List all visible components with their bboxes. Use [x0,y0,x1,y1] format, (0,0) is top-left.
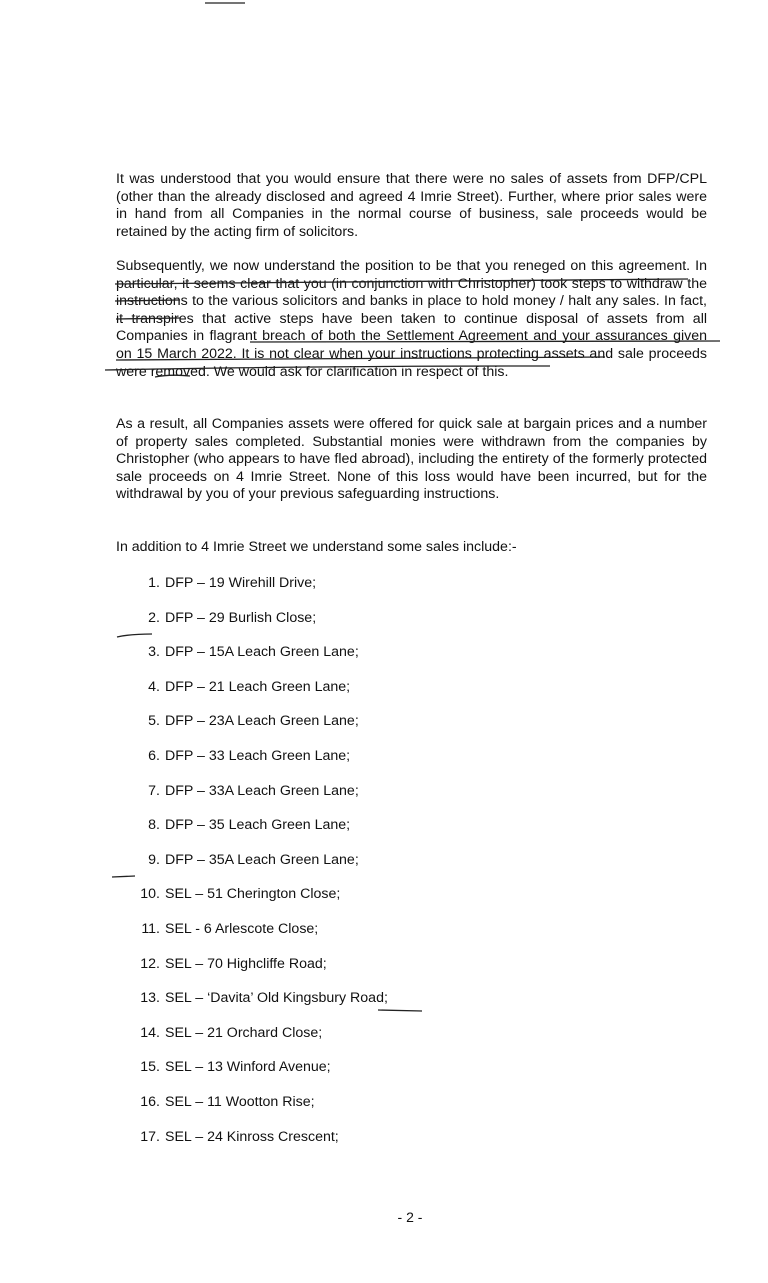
sale-item [0,1094,768,1129]
sale-item-number: 15. [140,1059,160,1076]
sale-item [0,852,768,887]
sale-item-number: 3. [148,644,160,661]
sale-item [0,990,768,1025]
page-number: - 2 - [397,1209,423,1225]
sale-item-text: SEL – 70 Highcliffe Road; [165,955,327,972]
sale-item-text: SEL – 11 Wootton Rise; [165,1093,315,1110]
sale-item [0,748,768,783]
sale-item-text: DFP – 15A Leach Green Lane; [165,644,359,661]
sale-item-text: SEL – 51 Cherington Close; [165,886,341,903]
sale-item-text: DFP – 35 Leach Green Lane; [165,817,351,834]
sale-item-text: SEL – 24 Kinross Crescent; [165,1128,339,1145]
sale-item-number: 8. [148,817,160,834]
paragraph-result: As a result, all Companies assets were offered for quick sale at bargain prices and a number of property sales completed. Substantial monies were withdrawn from the companies by Christopher (who appears to have fled abroad), including the entirety of the formerly protected sale proceeds on 4 Imrie Street. None of this loss would have been incurred, but for the withdrawal by you of your previous safeguarding instructions. [116,416,707,503]
sale-item-text: DFP – 33A Leach Green Lane; [165,782,359,799]
sale-item-number: 6. [148,747,160,764]
sale-item-number: 10. [140,886,160,903]
paragraph-understanding: It was understood that you would ensure that there were no sales of assets from DFP/CPL (other than the already disclosed and agreed 4 Imrie Street). Further, where prior sales were in hand from all Companies in the normal course of business, sale proceeds would be retained by the acting firm of solicitors. [116,171,707,240]
sale-item [0,886,768,921]
sale-item [0,610,768,645]
sale-item-text: DFP – 23A Leach Green Lane; [165,713,359,730]
sale-item-number: 16. [140,1093,160,1110]
sale-item [0,956,768,991]
sale-item [0,783,768,818]
sale-item-number: 14. [140,1024,160,1041]
paragraph-reneged: Subsequently, we now understand the position to be that you reneged on this agreement. In particular, it seems clear that you (in conjunction with Christopher) took steps to withdraw the instructions to the various solicitors and banks in place to hold money / halt any sales. In fact, it transpires that active steps have been taken to continue disposal of assets from all Companies in flagrant breach of both the Settlement Agreement and your assurances given on 15 March 2022. It is not clear when your instructions protecting assets and sale proceeds were removed. We would ask for clarification in respect of this. [116,258,707,380]
sale-item-number: 4. [148,678,160,695]
sale-item-text: DFP – 35A Leach Green Lane; [165,851,359,868]
sale-item-text: DFP – 21 Leach Green Lane; [165,678,351,695]
sale-item-number: 11. [141,920,160,937]
sale-item-number: 7. [148,782,160,799]
sale-item [0,817,768,852]
sale-item-text: DFP – 19 Wirehill Drive; [165,575,317,591]
sales-list [0,575,768,1163]
paragraph-sales-intro: In addition to 4 Imrie Street we understand some sales include:- [116,539,517,555]
sale-item [0,921,768,956]
sale-item [0,713,768,748]
sale-item-number: 1. [148,575,160,591]
sale-item [0,575,768,610]
sale-item-text: SEL - 6 Arlescote Close; [165,920,319,937]
sale-item-number: 2. [148,609,160,626]
sale-item-number: 9. [148,851,160,868]
sale-item-number: 13. [140,990,160,1007]
sale-item-text: SEL – ‘Davita’ Old Kingsbury Road; [165,990,388,1007]
sale-item-number: 5. [148,713,160,730]
sale-item [0,1129,768,1164]
sale-item [0,1025,768,1060]
sale-item-text: SEL – 13 Winford Avenue; [165,1059,331,1076]
sale-item-number: 17. [140,1128,160,1145]
sale-item [0,644,768,679]
sale-item [0,1059,768,1094]
sale-item-text: DFP – 29 Burlish Close; [165,609,317,626]
sale-item-text: SEL – 21 Orchard Close; [165,1024,323,1041]
sale-item [0,679,768,714]
sale-item-text: DFP – 33 Leach Green Lane; [165,747,351,764]
sale-item-number: 12. [140,955,160,972]
